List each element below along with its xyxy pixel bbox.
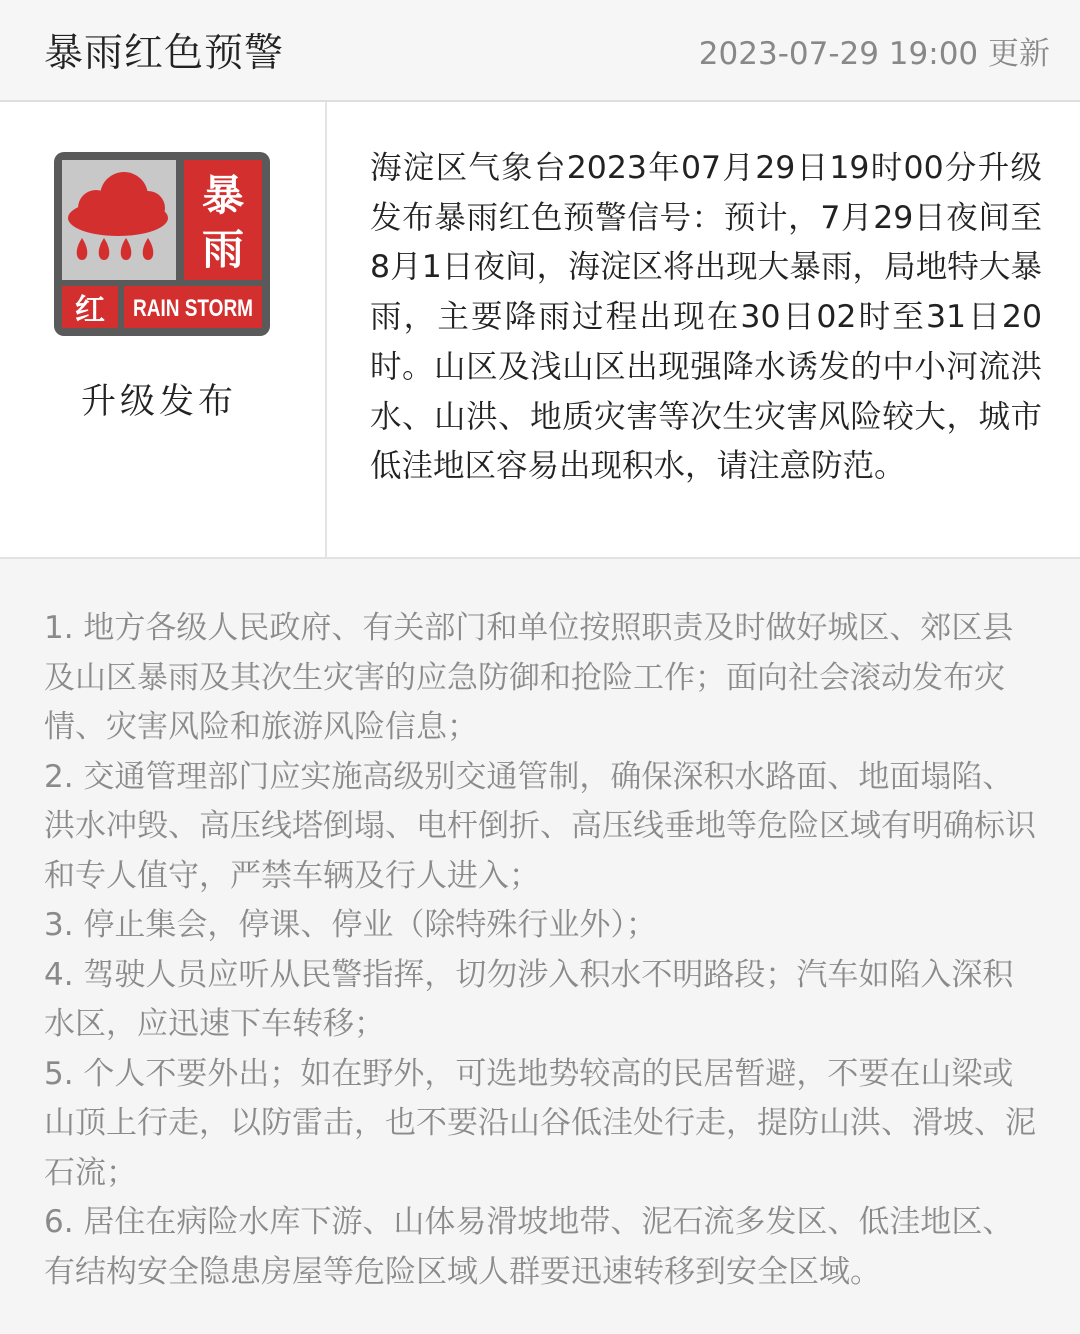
icon-english-label: RAIN STORM (133, 295, 253, 322)
guideline-item: 5. 个人不要外出；如在野外，可选地势较高的民居暂避，不要在山梁或山顶上行走，以防雷击，也不要沿山谷低洼处行走，提防山洪、滑坡、泥石流； (44, 1055, 1036, 1191)
warning-description: 海淀区气象台2023年07月29日19时00分升级发布暴雨红色预警信号：预计，7月29日夜间至8月1日夜间，海淀区将出现大暴雨，局地特大暴雨，主要降雨过程出现在30日02时至31日20时。山区及浅山区出现强降水诱发的中小河流洪水、山洪、地质灾害等次生灾害风险较大，城市低洼地区容易出现积水，请注意防范。 (370, 150, 1042, 485)
update-timestamp: 2023-07-29 19:00 更新 (698, 36, 1050, 72)
defense-guidelines (44, 604, 1040, 1297)
warning-card (0, 102, 1080, 559)
rainstorm-red-warning-icon (54, 152, 270, 336)
guideline-item: 2. 交通管理部门应实施高级别交通管制，确保深积水路面、地面塌陷、洪水冲毁、高压线塔倒塌、电杆倒折、高压线垂地等危险区域有明确标识和专人值守，严禁车辆及行人进入； (44, 758, 1036, 894)
guideline-item: 4. 驾驶人员应听从民警指挥，切勿涉入积水不明路段；汽车如陷入深积水区，应迅速下车转移； (44, 956, 1014, 1042)
icon-char-bottom: 雨 (201, 225, 245, 274)
page-title: 暴雨红色预警 (44, 31, 285, 76)
issue-status: 升级发布 (80, 382, 237, 422)
icon-char-top: 暴 (201, 171, 245, 220)
guideline-item: 3. 停止集会，停课、停业（除特殊行业外）； (44, 907, 657, 943)
header-bar (0, 0, 1080, 102)
icon-level-char: 红 (75, 293, 105, 328)
vertical-divider (325, 102, 327, 557)
guideline-item: 6. 居住在病险水库下游、山体易滑坡地带、泥石流多发区、低洼地区、有结构安全隐患房屋等危险区域人群要迅速转移到安全区域。 (44, 1204, 1014, 1290)
guideline-item: 1. 地方各级人民政府、有关部门和单位按照职责及时做好城区、郊区县及山区暴雨及其次生灾害的应急防御和抢险工作；面向社会滚动发布灾情、灾害风险和旅游风险信息； (44, 610, 1014, 745)
